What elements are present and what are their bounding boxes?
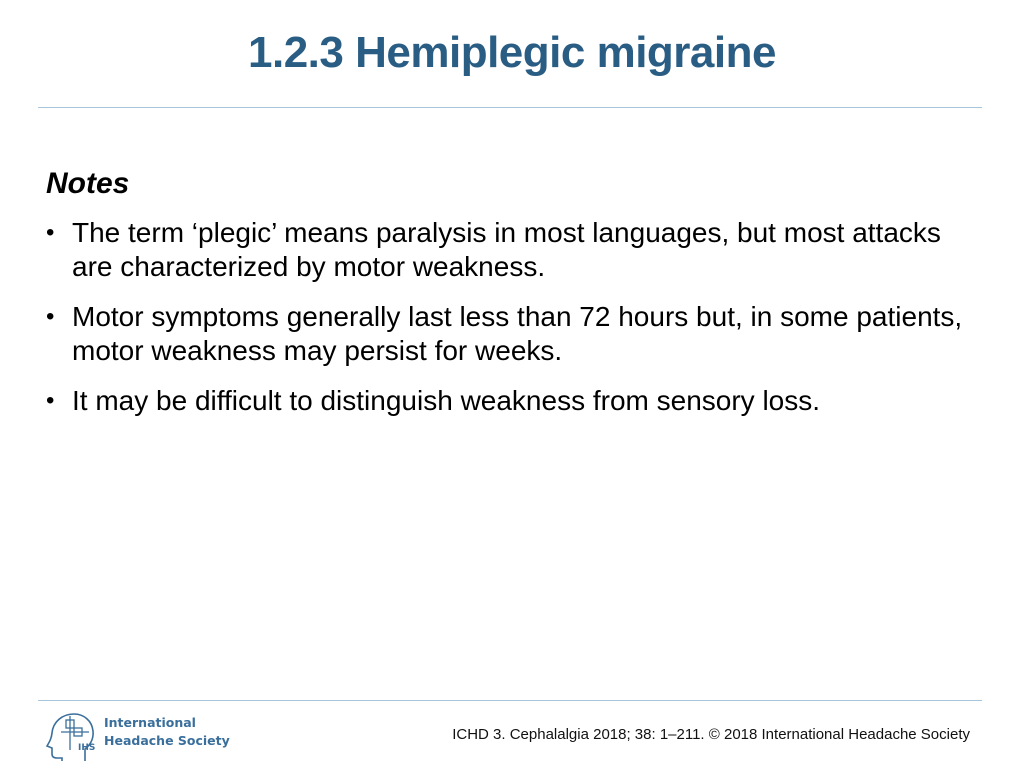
logo-wordmark (104, 714, 230, 750)
logo-line-1: International (104, 715, 196, 730)
list-item-text: Motor symptoms generally last less than 72 hours but, in some patients, motor weakness may persist for weeks. (72, 301, 963, 366)
title-divider (38, 107, 982, 108)
notes-heading: Notes (46, 167, 130, 200)
logo-monogram: IHS (78, 743, 96, 753)
bullet-icon: • (46, 387, 55, 414)
list-item (46, 384, 972, 418)
ihs-head-logo-icon (44, 710, 100, 762)
notes-list (46, 216, 986, 418)
footer-divider (38, 700, 982, 701)
list-item (46, 216, 972, 284)
citation-footer: ICHD 3. Cephalalgia 2018; 38: 1–211. © 2018 International Headache Society (452, 726, 970, 743)
bullet-icon: • (46, 303, 55, 330)
list-item-text: The term ‘plegic’ means paralysis in most languages, but most attacks are characterized by motor weakness. (72, 217, 941, 282)
slide-title: 1.2.3 Hemiplegic migraine (248, 28, 776, 77)
list-item (46, 300, 972, 368)
ihs-logo (44, 710, 234, 762)
slide-content (46, 164, 986, 434)
bullet-icon: • (46, 219, 55, 246)
list-item-text: It may be difficult to distinguish weakness from sensory loss. (72, 385, 821, 416)
logo-line-2: Headache Society (104, 733, 230, 748)
